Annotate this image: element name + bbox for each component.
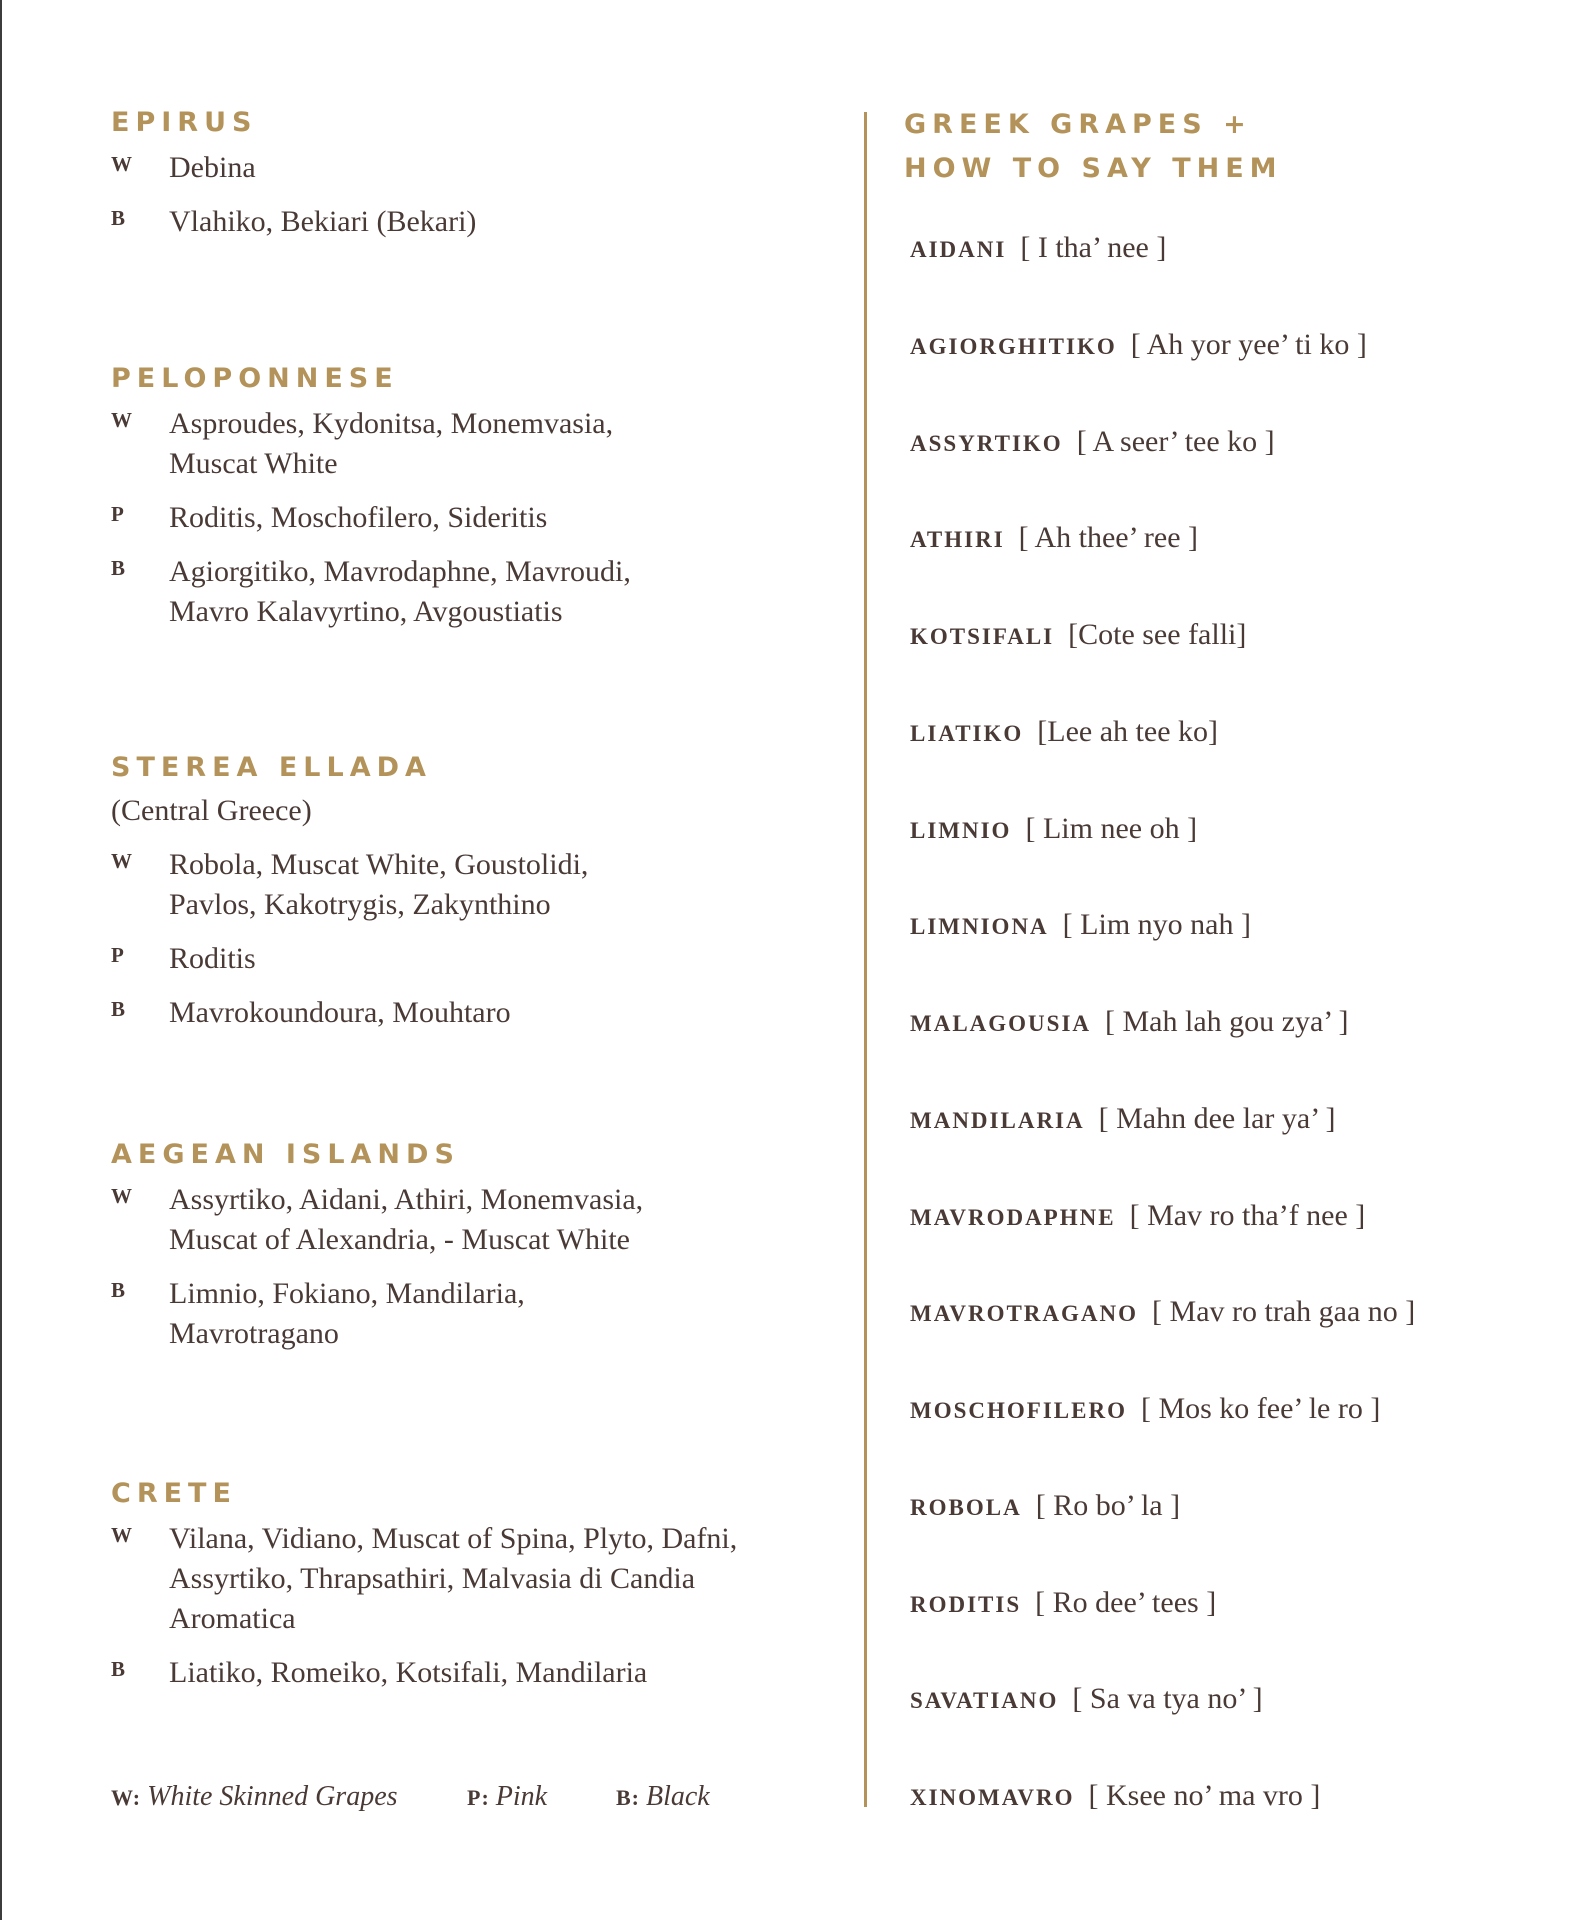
grape-name: ASSYRTIKO <box>910 431 1063 456</box>
grape-pronunciation: [ Sa va tya no’ ] <box>1072 1682 1263 1715</box>
grape-list: Limnio, Fokiano, Mandilaria, Mavrotragano <box>169 1277 525 1350</box>
legend-code: P: <box>467 1785 490 1810</box>
grape-color-code: P <box>111 943 125 967</box>
grape-row-black <box>111 993 851 1033</box>
pronunciation-item <box>910 715 1218 749</box>
pronunciation-item <box>910 1102 1335 1136</box>
pronunciation-item <box>910 812 1197 846</box>
region-crete <box>111 1477 851 1693</box>
grape-color-code: W <box>111 1184 133 1208</box>
pronunciation-item <box>910 1295 1415 1329</box>
grape-row-black <box>111 202 851 242</box>
grape-pronunciation: [ Lim nee oh ] <box>1025 812 1198 845</box>
grape-name: MAVRODAPHNE <box>910 1205 1116 1230</box>
region-title: AEGEAN ISLANDS <box>111 1139 460 1170</box>
grape-name: LIMNIONA <box>910 914 1049 939</box>
legend-label: White Skinned Grapes <box>147 1781 398 1812</box>
grape-name: LIMNIO <box>910 818 1012 843</box>
grape-row-black <box>111 1274 851 1354</box>
grape-name: MANDILARIA <box>910 1108 1085 1133</box>
grape-color-code: B <box>111 556 127 580</box>
grape-color-code: W <box>111 152 133 176</box>
grape-list: Assyrtiko, Aidani, Athiri, Monemvasia, Muscat of Alexandria, - Muscat White <box>169 1183 644 1256</box>
legend-item-black <box>616 1780 710 1815</box>
grape-row-white <box>111 404 851 484</box>
grape-pronunciation: [ Mos ko fee’ le ro ] <box>1140 1392 1381 1425</box>
column-divider <box>864 112 867 1807</box>
grape-row-white <box>111 845 851 925</box>
region-sterea-ellada <box>111 751 851 1033</box>
grape-row-pink <box>111 939 851 979</box>
page-edge-line <box>0 0 2 1920</box>
grape-list: Vilana, Vidiano, Muscat of Spina, Plyto, Dafni, Assyrtiko, Thrapsathiri, Malvasia di Candia Aromatica <box>169 1522 738 1635</box>
grape-name: AGIORGHITIKO <box>910 334 1117 359</box>
pronunciation-title <box>904 103 1283 191</box>
grape-color-code: W <box>111 849 133 873</box>
grape-list: Roditis <box>169 942 256 975</box>
legend-code: W: <box>111 1785 142 1810</box>
pronunciation-item <box>910 908 1251 942</box>
grape-list: Vlahiko, Bekiari (Bekari) <box>169 205 477 238</box>
legend-code: B: <box>616 1785 640 1810</box>
region-epirus <box>111 106 851 242</box>
pronunciation-title-line-2: HOW TO SAY THEM <box>904 153 1283 184</box>
grape-list: Mavrokoundoura, Mouhtaro <box>169 996 511 1029</box>
grape-pronunciation: [ Ro dee’ tees ] <box>1035 1586 1217 1619</box>
grape-row-pink <box>111 498 851 538</box>
grape-pronunciation: [ Mahn dee lar ya’ ] <box>1098 1102 1336 1135</box>
grape-color-code: B <box>111 1278 127 1302</box>
grape-color-code: B <box>111 997 127 1021</box>
grape-pronunciation: [ Ksee no’ ma vro ] <box>1088 1779 1321 1812</box>
grape-name: ROBOLA <box>910 1495 1022 1520</box>
grape-name: ATHIRI <box>910 527 1005 552</box>
grape-list: Agiorgitiko, Mavrodaphne, Mavroudi, Mavro Kalavyrtino, Avgoustiatis <box>169 555 631 628</box>
grape-name: SAVATIANO <box>910 1688 1059 1713</box>
grape-pronunciation: [ Mah lah gou zya’ ] <box>1105 1005 1349 1038</box>
grape-pronunciation: [ Ah yor yee’ ti ko ] <box>1130 328 1367 361</box>
grape-pronunciation: [Lee ah tee ko] <box>1037 715 1218 748</box>
pronunciation-item <box>910 328 1367 362</box>
pronunciation-item <box>910 231 1166 265</box>
grape-list: Liatiko, Romeiko, Kotsifali, Mandilaria <box>169 1656 648 1689</box>
grape-name: XINOMAVRO <box>910 1785 1075 1810</box>
grape-pronunciation: [ Ah thee’ ree ] <box>1018 521 1198 554</box>
pronunciation-item <box>910 1005 1349 1039</box>
grape-pronunciation: [ Lim nyo nah ] <box>1062 908 1251 941</box>
pronunciation-item <box>910 1779 1320 1813</box>
grape-row-white <box>111 1180 851 1260</box>
grape-pronunciation: [ Mav ro tha’f nee ] <box>1129 1199 1366 1232</box>
grape-row-white <box>111 1519 851 1639</box>
grape-name: MALAGOUSIA <box>910 1011 1092 1036</box>
grape-pronunciation: [ I tha’ nee ] <box>1020 231 1167 264</box>
pronunciation-item <box>910 521 1198 555</box>
grape-pronunciation: [ Mav ro trah gaa no ] <box>1152 1295 1416 1328</box>
legend-item-pink <box>467 1780 547 1815</box>
grape-color-code: P <box>111 502 125 526</box>
pronunciation-item <box>910 1392 1380 1426</box>
legend-label: Black <box>646 1781 710 1812</box>
grape-name: KOTSIFALI <box>910 624 1055 649</box>
legend-label: Pink <box>495 1781 548 1812</box>
grape-name: RODITIS <box>910 1592 1022 1617</box>
grape-pronunciation: [ A seer’ tee ko ] <box>1076 425 1275 458</box>
region-title: EPIRUS <box>111 107 258 138</box>
grape-color-code: B <box>111 206 127 230</box>
grape-color-code: W <box>111 1523 133 1547</box>
pronunciation-item <box>910 425 1275 459</box>
region-aegean-islands <box>111 1138 851 1354</box>
grape-row-black <box>111 1653 851 1693</box>
grape-row-black <box>111 552 851 632</box>
grape-name: MAVROTRAGANO <box>910 1301 1139 1326</box>
pronunciation-item <box>910 1682 1263 1716</box>
grape-list: Debina <box>169 151 256 184</box>
grape-list: Roditis, Moschofilero, Sideritis <box>169 501 548 534</box>
grape-color-code: W <box>111 408 133 432</box>
grape-name: LIATIKO <box>910 721 1024 746</box>
region-title: PELOPONNESE <box>111 363 399 394</box>
grape-list: Asproudes, Kydonitsa, Monemvasia, Muscat White <box>169 407 614 480</box>
pronunciation-item <box>910 1586 1216 1620</box>
grape-name: AIDANI <box>910 237 1007 262</box>
pronunciation-item <box>910 1199 1365 1233</box>
pronunciation-title-line-1: GREEK GRAPES + <box>904 109 1252 140</box>
pronunciation-item <box>910 1489 1180 1523</box>
grape-pronunciation: [Cote see falli] <box>1068 618 1247 651</box>
pronunciation-item <box>910 618 1246 652</box>
grape-name: MOSCHOFILERO <box>910 1398 1127 1423</box>
grape-row-white <box>111 148 851 188</box>
grape-color-code: B <box>111 1657 127 1681</box>
grape-pronunciation: [ Ro bo’ la ] <box>1035 1489 1181 1522</box>
region-subtitle: (Central Greece) <box>111 794 312 827</box>
region-title: STEREA ELLADA <box>111 752 432 783</box>
region-title: CRETE <box>111 1478 237 1509</box>
legend-item-white <box>111 1780 398 1815</box>
region-peloponnese <box>111 362 851 632</box>
grape-list: Robola, Muscat White, Goustolidi, Pavlos, Kakotrygis, Zakynthino <box>169 848 589 921</box>
